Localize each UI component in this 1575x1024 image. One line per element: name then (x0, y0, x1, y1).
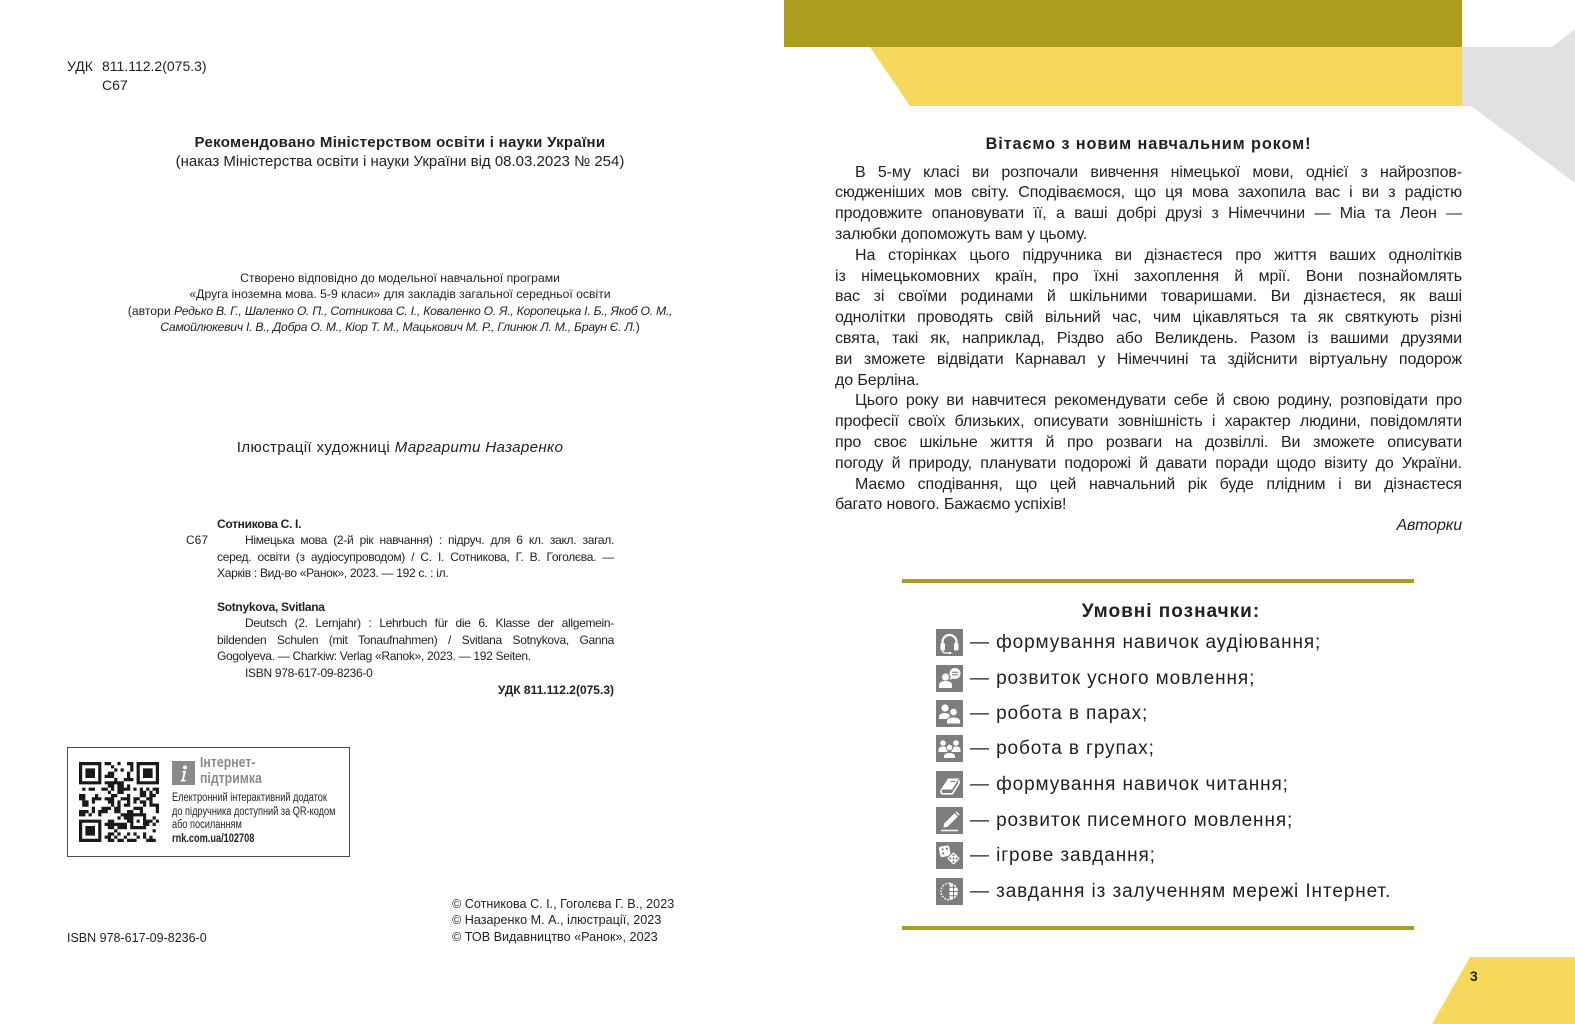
program-authors-line (0, 319, 800, 335)
greeting-line: професії своїх близьких, описувати зовнішність і характер людини, повідомляти (835, 413, 1462, 431)
authors-suffix: ) (635, 319, 640, 334)
catalog-spacer (217, 582, 614, 599)
greeting-line: про своє шкільне життя й про розваги на дозвіллі. Ви зможете описувати (835, 433, 1462, 451)
authors-list: Редько В. Г., Шаленко О. П., Сотникова С. І., Коваленко О. Я., Коропецька І. Б., Якоб О. М., (174, 303, 673, 318)
illustrations-prefix: Ілюстрації художниці (236, 439, 395, 456)
catalog-line: Харків : Вид-во «Ранок», 2023. — 192 с. : іл. (217, 566, 449, 581)
legend-item (936, 664, 1416, 694)
legend-text: — завдання із залученням мережі Інтернет. (970, 881, 1392, 902)
legend-item (936, 628, 1416, 658)
catalog-line: Deutsch (2. Lernjahr) : Lehrbuch für die 6. Klasse der allgemein- (245, 616, 614, 631)
legend-top-rule (902, 579, 1414, 583)
legend-text: — розвиток писемного мовлення; (970, 810, 1294, 831)
isbn: ISBN 978-617-09-8236-0 (67, 931, 207, 945)
internet-support-title (200, 755, 262, 786)
legend-item (936, 877, 1416, 907)
greeting-line: вас зі своїми родинами й шкільними товаришами. Ви дізнаєтеся, як ваші (835, 288, 1462, 306)
catalog-call-number: С67 (186, 533, 209, 548)
legend-item (936, 699, 1416, 729)
support-desc-line: Електронний інтерактивний додаток (172, 792, 327, 804)
internet-support-description (172, 792, 335, 846)
copyright-line: © ТОВ Видавництво «Ранок», 2023 (452, 929, 658, 944)
catalog-author-de: Sotnykova, Svitlana (217, 599, 325, 614)
authors-prefix: (автори (127, 303, 175, 318)
recommendation-title: Рекомендовано Міністерством освіти і науки України (194, 134, 606, 151)
greeting-title: Вітаємо з новим навчальним роком! (985, 135, 1312, 153)
udk-header (67, 57, 207, 75)
legend-item (936, 734, 1416, 764)
program-note (0, 270, 800, 335)
program-line: «Друга іноземна мова. 5-9 класи» для закладів загальної середньої освіти (189, 287, 611, 302)
legend-text: — формування навичок читання; (970, 774, 1289, 795)
legend-item (936, 841, 1416, 871)
group-work-icon (936, 735, 963, 762)
illustrations-credit (0, 438, 800, 458)
greeting-line: ви зможете відвідати Карнавал у Німеччині та здійснити віртуальну подорож (835, 350, 1462, 368)
page-number: 3 (1470, 968, 1478, 984)
page-number-tab (1432, 957, 1575, 1024)
qr-code (79, 762, 159, 842)
copyright-line: © Сотникова С. І., Гоголєва Г. В., 2023 (452, 896, 675, 911)
greeting-line: Маємо сподівання, що цей навчальний рік буде плідним і ви дізнаєтеся (855, 475, 1462, 493)
legend-text: — робота в групах; (970, 738, 1155, 759)
catalog-line: серед. освіти (з аудіосупроводом) / С. І. Сотникова, Г. В. Гоголєва. — (217, 549, 614, 564)
speech-bubble-icon (936, 665, 963, 692)
greeting-line: сюдженіших мов світу. Сподіваємося, що ця мова захопила вас і ви з радістю (835, 184, 1462, 202)
greeting-line: залюбки допоможуть вам у цьому. (835, 225, 1088, 243)
catalog-line: Німецька мова (2-й рік навчання) : підруч. для 6 кл. закл. загал. (245, 533, 614, 548)
catalog-isbn: ISBN 978-617-09-8236-0 (245, 666, 373, 681)
greeting-line: із німецькомовних країн, про їхні захоплення й мрії. Вони познайомлять (835, 267, 1462, 285)
legend-text: — розвиток усного мовлення; (970, 668, 1256, 689)
info-icon (172, 761, 195, 785)
support-link[interactable]: rnk.com.ua/102708 (172, 832, 255, 845)
greeting-line: однолітки проводять свій вільний час, чим цікавляться та як святкують різні (835, 309, 1462, 327)
catalog-line: bildenden Schulen (mit Tonaufnahmen) / Svitlana Sotnykova, Ganna (217, 632, 614, 647)
recommendation-order: (наказ Міністерства освіти і науки України від 08.03.2023 № 254) (175, 153, 625, 170)
globe-icon (936, 878, 963, 905)
legend-text: — ігрове завдання; (970, 845, 1156, 866)
legend-bottom-rule (902, 926, 1414, 930)
catalog-udk: УДК 811.112.2(075.3) (497, 682, 614, 697)
greeting-line: багато нового. Бажаємо успіхів! (835, 496, 1067, 514)
catalog-author-ua: Сотникова С. І. (217, 516, 302, 531)
greeting-line: свята, такі як, наприклад, Різдво або Великдень. Разом із вашими друзями (835, 329, 1462, 347)
legend-item (936, 806, 1416, 836)
support-desc-line: або посиланням (172, 819, 242, 831)
authors-list: Самойлюкевич І. В., Добра О. М., Кіор Т. М., Мацькович М. Р., Глинюк Л. М., Браун Є. Л. (160, 319, 636, 334)
legend-text: — формування навичок аудіювання; (970, 632, 1322, 653)
gray-corner-shape (1462, 29, 1575, 183)
udk-label: УДК (67, 58, 93, 74)
illustrator-name: Маргарити Назаренко (394, 439, 564, 456)
pair-work-icon (936, 700, 963, 727)
dice-icon (936, 842, 963, 869)
greeting-signature: Авторки (1396, 517, 1462, 535)
pencil-icon (936, 807, 963, 834)
udk-code: 811.112.2(075.3) (102, 58, 207, 74)
legend-text: — робота в парах; (970, 703, 1149, 724)
catalog-card (217, 516, 614, 699)
support-desc-line: до підручника доступний за QR-кодом (172, 805, 336, 818)
legend-item (936, 770, 1416, 800)
greeting-line: до Берліна. (835, 371, 920, 389)
greeting-text (835, 163, 1462, 537)
greeting-line: В 5-му класі ви розпочали вивчення німецької мови, однієї з найрозпов- (855, 163, 1462, 181)
greeting-line: продовжите опановувати її, а ваші добрі друзі з Німеччини — Міа та Леон — (835, 205, 1462, 223)
internet-support-box (67, 747, 350, 857)
headphones-icon (936, 629, 963, 656)
copyright-notices (452, 896, 674, 946)
greeting-line: погоду й природу, планувати подорожі й давати поради щодо візиту до України. (835, 454, 1462, 472)
author-mark: С67 (102, 77, 128, 93)
program-authors-line (0, 303, 800, 319)
book-icon (936, 771, 963, 798)
support-title-line: підтримка (200, 769, 262, 787)
catalog-line: Gogolyeva. — Charkiw: Verlag «Ranok», 2023. — 192 Seiten. (217, 649, 531, 664)
support-title-line: Інтернет- (200, 754, 256, 771)
copyright-line: © Назаренко М. А., ілюстрації, 2023 (452, 913, 662, 928)
olive-header-bar (784, 0, 1462, 47)
legend-title: Умовні позначки: (1081, 601, 1261, 622)
program-line: Створено відповідно до модельної навчальної програми (240, 271, 560, 285)
greeting-line: На сторінках цього підручника ви дізнаєтеся про життя ваших однолітків (855, 246, 1462, 264)
greeting-line: Цього року ви навчитеся рекомендувати себе й свою родину, розповідати про (855, 392, 1462, 410)
yellow-header-band (870, 47, 1462, 106)
